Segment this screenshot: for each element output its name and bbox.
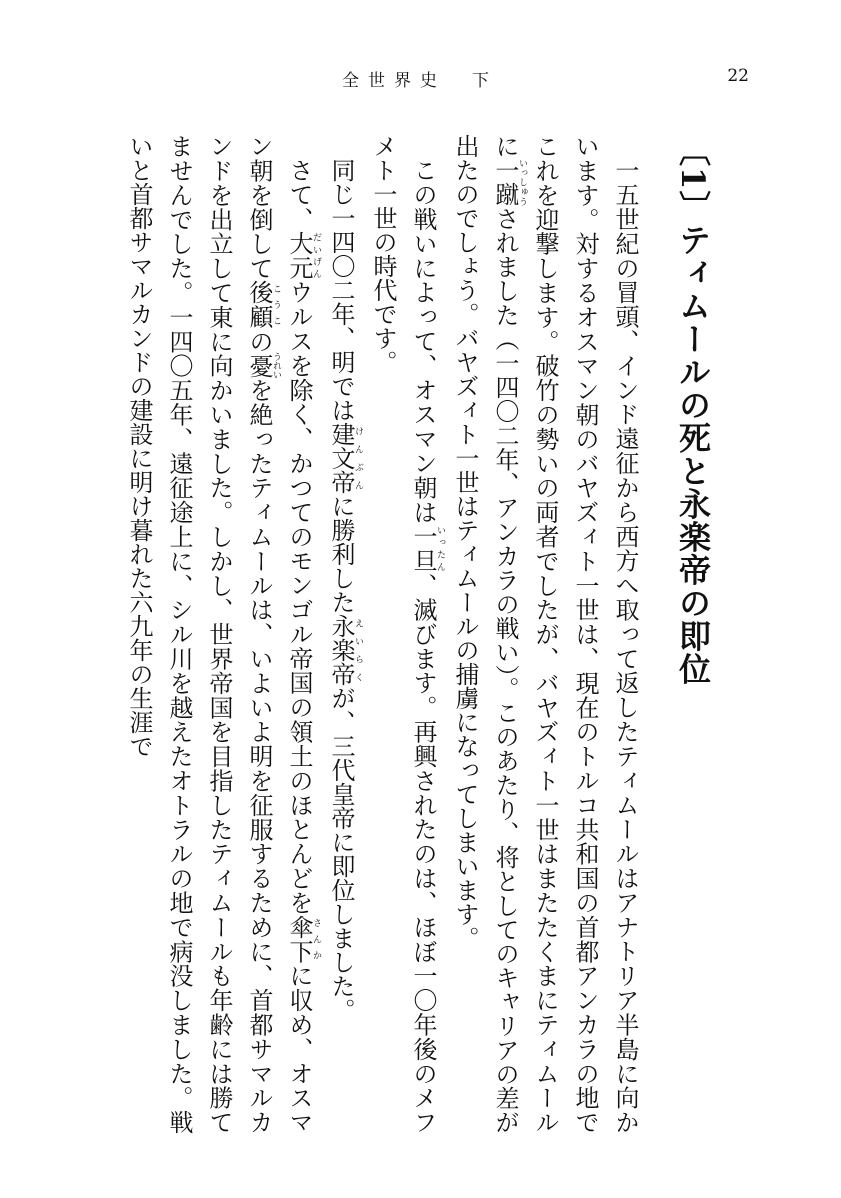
text-span: の — [245, 329, 273, 354]
ruby-word — [327, 614, 363, 686]
ruby-base: 傘下 — [285, 914, 313, 964]
ruby-reading: こうこ — [271, 280, 281, 329]
ruby-reading: えいらく — [353, 614, 363, 686]
ruby-word — [285, 914, 321, 964]
ruby-base: 後顧 — [245, 280, 273, 330]
ruby-word — [245, 280, 281, 330]
text-span: この戦いによって、オスマン朝は — [409, 158, 437, 525]
text-span: 、滅びます。再興されたのは、ほぼ一〇年後のメフメト一世の時代です。 — [369, 134, 437, 1135]
running-head — [0, 66, 841, 96]
vertical-text-body — [73, 134, 723, 1134]
ruby-base: 憂 — [245, 352, 273, 380]
text-span: 一五世紀の冒頭、インド遠征から西方へ取って返したティムールはアナトリア半島に向かいます。対するオスマン朝のバヤズィト一世は、現在のトルコ共和国の首都アンカラの地でこれを迎撃します。破竹の勢いの両者でしたが、バヤズィト一世はまたたくまにティムールに — [491, 134, 639, 1135]
ruby-reading: うれい — [271, 352, 281, 380]
text-span: に勝利した — [327, 494, 355, 614]
section-heading: 〔1〕ティムールの死と永楽帝の即位 — [674, 134, 712, 686]
ruby-base: 大元 — [285, 231, 313, 281]
ruby-word — [491, 158, 527, 207]
ruby-reading: けんぶん — [353, 422, 363, 494]
ruby-base: 一旦 — [409, 524, 437, 573]
ruby-reading: さんか — [311, 914, 321, 964]
book-title: 全世界史 下 — [342, 71, 498, 91]
paragraph-1 — [445, 134, 645, 1134]
text-span: されました（一四〇二年、アンカラの戦い）。このあたり、将としてのキャリアの差が出たのでしょう。バヤズィト一世はティムールの捕虜になってしまいます。 — [451, 134, 519, 1135]
ruby-word — [245, 352, 281, 380]
text-span: 同じ一四〇二年、明では — [327, 158, 355, 422]
ruby-word — [409, 524, 445, 573]
ruby-word — [327, 422, 363, 494]
ruby-base: 永楽帝 — [327, 614, 355, 686]
ruby-reading: だいげん — [311, 231, 321, 280]
ruby-word — [285, 231, 321, 281]
ruby-reading: いったん — [435, 524, 445, 573]
text-span: ウルスを除く、かつてのモンゴル帝国の領土のほとんどを — [285, 280, 313, 915]
text-span: さて、 — [285, 158, 313, 232]
text-span: を絶ったティムールは、いよいよ明を征服するために、首都サマルカンドを出立して東に向かいました。しかし、世界帝国を目指したティムールも年齢には勝てませんでした。一四〇五年、遠征途上に、シル川を越えたオトラルの地で病没しました。戦いと首都サマルカンドの建設に明け暮れた六九年の生涯で — [125, 134, 273, 1135]
paragraph-2 — [363, 134, 445, 1134]
ruby-base: 一蹴 — [491, 158, 519, 207]
text-span: に収め、オスマン朝を倒して — [245, 134, 313, 1135]
ruby-base: 建文帝 — [327, 422, 355, 494]
paragraph-4 — [119, 134, 321, 1134]
text-span: が、三代皇帝に即位しました。 — [327, 686, 355, 1022]
page-number: 22 — [727, 66, 749, 86]
paragraph-3 — [321, 134, 363, 1134]
ruby-reading: いっしゅう — [517, 158, 527, 207]
